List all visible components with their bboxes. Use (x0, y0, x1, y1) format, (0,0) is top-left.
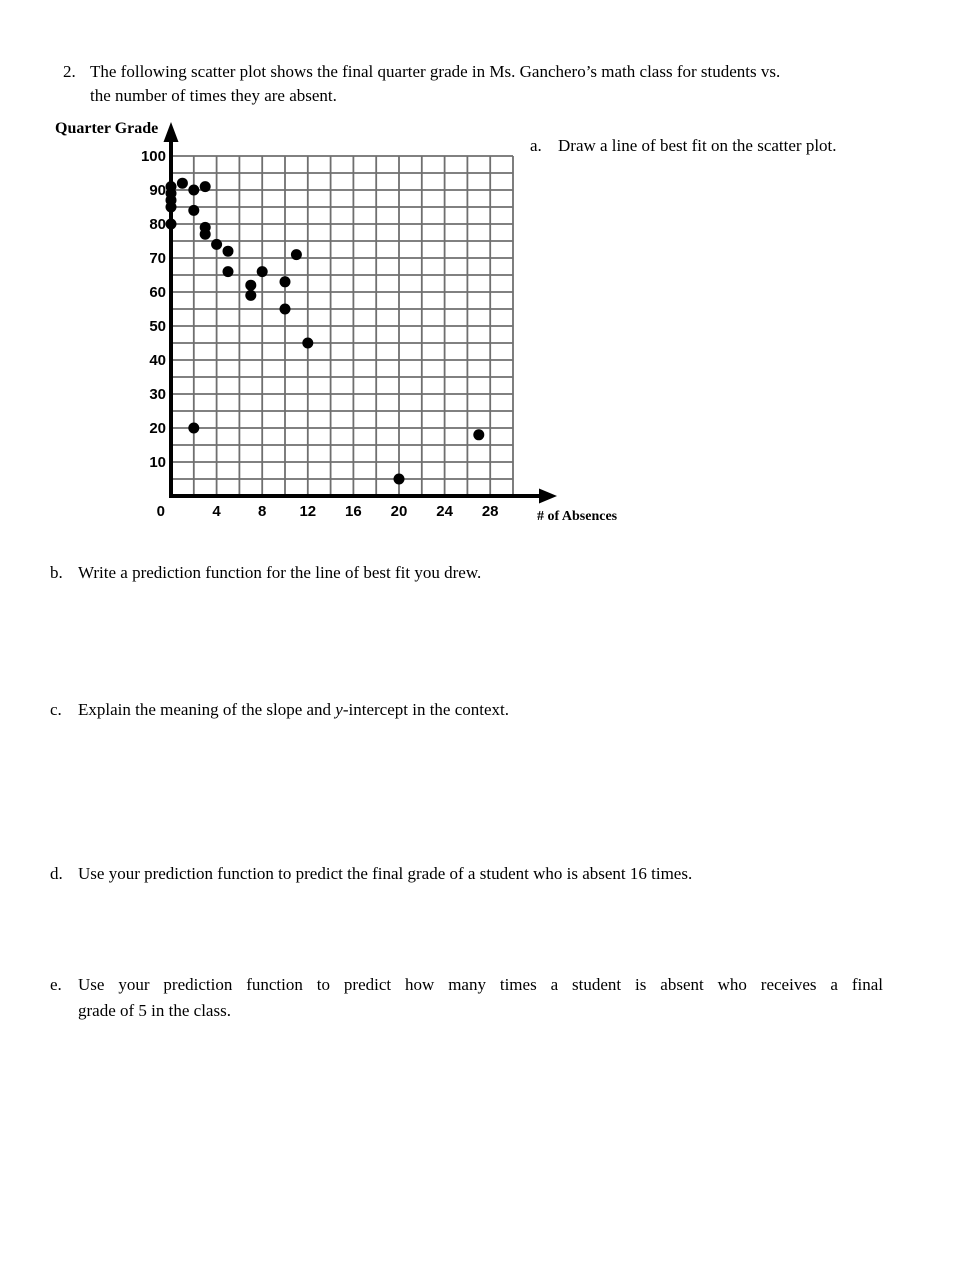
data-point (166, 219, 177, 230)
question-2-text (90, 60, 780, 108)
part-d-letter: d. (50, 864, 63, 883)
data-point (188, 205, 199, 216)
question-2 (63, 60, 921, 108)
part-e-text (78, 972, 883, 1024)
y-tick-label: 90 (149, 182, 166, 199)
question-2-line2: the number of times they are absent. (90, 86, 337, 105)
part-c-letter: c. (50, 700, 62, 719)
part-a-text: Draw a line of best fit on the scatter plot. (558, 136, 837, 155)
x-tick-label: 0 (156, 503, 165, 520)
y-tick-label: 20 (149, 420, 166, 437)
data-point (211, 239, 222, 250)
y-tick-label: 80 (149, 216, 166, 233)
data-point (245, 290, 256, 301)
y-axis-title: Quarter Grade (55, 120, 159, 137)
y-tick-label: 70 (149, 250, 166, 267)
data-point (280, 276, 291, 287)
scatter-plot (55, 116, 665, 536)
y-tick-label: 60 (149, 284, 166, 301)
question-2-number: 2. (63, 62, 76, 81)
data-point (291, 249, 302, 260)
x-tick-label: 4 (212, 503, 221, 520)
question-2-line1: The following scatter plot shows the final quarter grade in Ms. Ganchero’s math class for students vs. (90, 62, 781, 81)
y-tick-label: 30 (149, 386, 166, 403)
data-point (302, 338, 313, 349)
data-point (188, 423, 199, 434)
x-axis-title: # of Absences (537, 509, 618, 524)
data-point (245, 280, 256, 291)
y-tick-label: 50 (149, 318, 166, 335)
data-point (257, 266, 268, 277)
part-e (50, 972, 910, 1024)
part-d-text: Use your prediction function to predict the final grade of a student who is absent 16 times. (78, 864, 693, 883)
part-b (50, 561, 910, 585)
data-point (223, 266, 234, 277)
x-axis-arrow-icon (539, 489, 557, 504)
data-point (394, 474, 405, 485)
data-point (200, 229, 211, 240)
data-point (166, 202, 177, 213)
part-b-letter: b. (50, 563, 63, 582)
y-tick-label: 10 (149, 454, 166, 471)
part-e-letter: e. (50, 975, 62, 994)
x-tick-label: 28 (481, 503, 499, 520)
part-e-line1: Use your prediction function to predict how many times a student is absent who receives a final (78, 975, 883, 994)
part-c-text1: Explain the meaning of the slope and (78, 700, 336, 719)
y-tick-label: 100 (140, 148, 166, 165)
part-c-text (78, 698, 509, 722)
part-e-line2: grade of 5 in the class. (78, 1001, 231, 1020)
y-tick-label: 40 (149, 352, 166, 369)
x-tick-label: 20 (390, 503, 408, 520)
part-d (50, 862, 930, 886)
x-tick-label: 24 (436, 503, 453, 520)
data-point (280, 304, 291, 315)
data-point (223, 246, 234, 257)
part-a-letter: a. (530, 136, 542, 155)
part-b-text: Write a prediction function for the line of best fit you drew. (78, 563, 482, 582)
scatter-plot-figure (55, 116, 665, 536)
data-point (473, 429, 484, 440)
data-point (177, 178, 188, 189)
data-point (200, 181, 211, 192)
data-point (188, 185, 199, 196)
y-axis-arrow-icon (164, 122, 179, 142)
x-tick-label: 8 (258, 503, 267, 520)
x-tick-label: 16 (345, 503, 362, 520)
x-tick-label: 12 (299, 503, 317, 520)
part-c-text2: -intercept in the context. (342, 700, 510, 719)
part-c-italic-y: y (335, 700, 343, 719)
part-a (530, 134, 950, 158)
part-c (50, 698, 910, 722)
